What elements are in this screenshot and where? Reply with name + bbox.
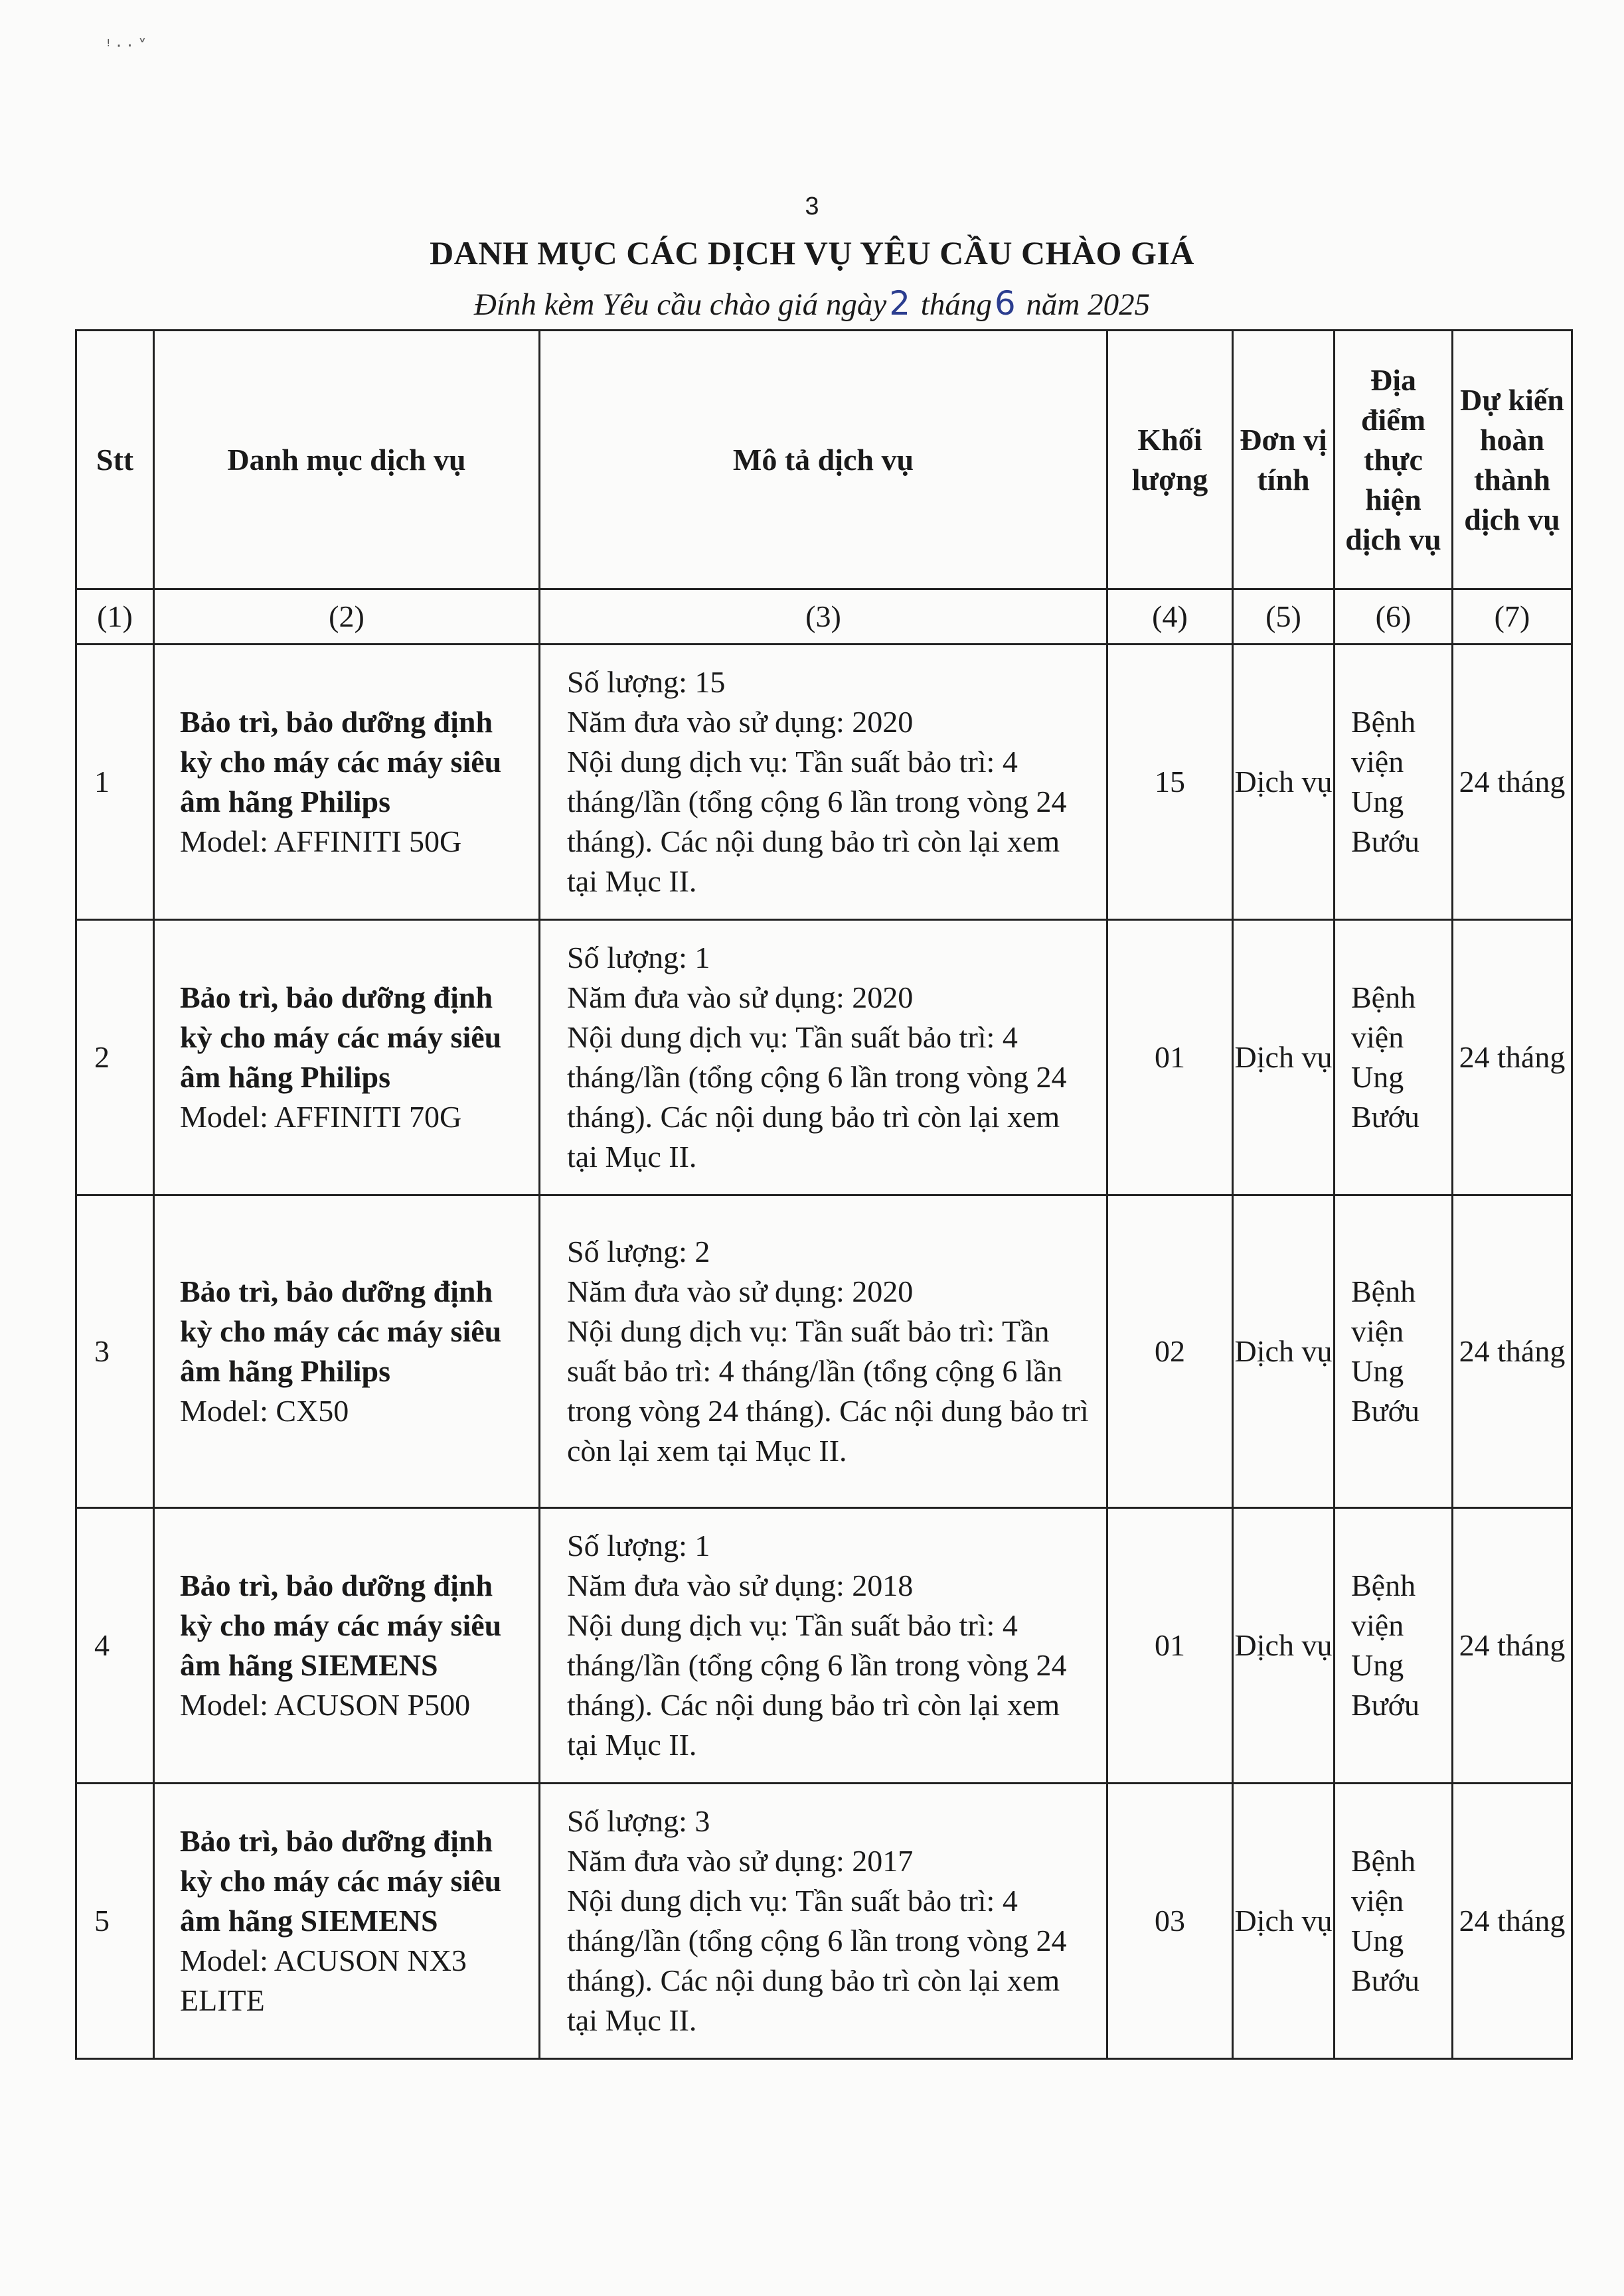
column-number-row <box>76 589 1572 645</box>
column-number: (6) <box>1335 589 1453 645</box>
desc-line: Năm đưa vào sử dụng: 2020 <box>567 1274 914 1308</box>
document-title: DANH MỤC CÁC DỊCH VỤ YÊU CẦU CHÀO GIÁ <box>430 234 1194 271</box>
row-stt: 4 <box>76 1508 154 1784</box>
desc-line: Số lượng: 2 <box>567 1235 710 1268</box>
subtitle-year: năm 2025 <box>1026 287 1151 322</box>
row-unit: Dịch vụ <box>1233 645 1335 920</box>
row-stt: 3 <box>76 1195 154 1508</box>
header-unit: Đơn vị tính <box>1233 331 1335 589</box>
desc-line: Nội dung dịch vụ: Tần suất bảo trì: 4 tháng/lần (tổng cộng 6 lần trong vòng 24 tháng). Các nội dung bảo trì còn lại xem tại Mục II. <box>567 1020 1067 1174</box>
service-title: Bảo trì, bảo dưỡng định kỳ cho máy các máy siêu âm hãng Philips <box>180 1274 502 1388</box>
page-number: 3 <box>805 192 819 220</box>
service-model: Model: CX50 <box>180 1394 349 1428</box>
row-description <box>540 1508 1107 1784</box>
desc-line: Nội dung dịch vụ: Tần suất bảo trì: 4 tháng/lần (tổng cộng 6 lần trong vòng 24 tháng). Các nội dung bảo trì còn lại xem tại Mục II. <box>567 1884 1067 2037</box>
row-service-name <box>154 920 540 1195</box>
document-subtitle <box>0 284 1624 323</box>
row-unit: Dịch vụ <box>1233 920 1335 1195</box>
header-description: Mô tả dịch vụ <box>540 331 1107 589</box>
header-service-name: Danh mục dịch vụ <box>154 331 540 589</box>
row-quantity: 02 <box>1107 1195 1233 1508</box>
row-location: Bệnh viện Ung Bướu <box>1335 645 1453 920</box>
desc-line: Số lượng: 3 <box>567 1804 710 1838</box>
table-row <box>76 920 1572 1195</box>
row-service-name <box>154 1195 540 1508</box>
header-location: Địa điểm thực hiện dịch vụ <box>1335 331 1453 589</box>
table-row <box>76 645 1572 920</box>
row-completion: 24 tháng <box>1453 1195 1572 1508</box>
desc-line: Nội dung dịch vụ: Tần suất bảo trì: Tần suất bảo trì: 4 tháng/lần (tổng cộng 6 lần trong vòng 24 tháng). Các nội dung bảo trì còn lại xem tại Mục II. <box>567 1314 1089 1468</box>
header-completion: Dự kiến hoàn thành dịch vụ <box>1453 331 1572 589</box>
desc-line: Số lượng: 1 <box>567 941 710 974</box>
column-number: (7) <box>1453 589 1572 645</box>
service-model: Model: AFFINITI 70G <box>180 1100 462 1134</box>
service-title: Bảo trì, bảo dưỡng định kỳ cho máy các máy siêu âm hãng Philips <box>180 705 502 818</box>
subtitle-month-label: tháng <box>920 287 992 322</box>
column-number: (3) <box>540 589 1107 645</box>
services-table <box>75 329 1573 2060</box>
service-model: Model: ACUSON NX3 ELITE <box>180 1944 467 2017</box>
scan-artifact-mark: ꜝ · ‧ ˅ <box>106 37 147 56</box>
row-completion: 24 tháng <box>1453 920 1572 1195</box>
service-title: Bảo trì, bảo dưỡng định kỳ cho máy các máy siêu âm hãng Philips <box>180 980 502 1094</box>
column-number: (2) <box>154 589 540 645</box>
row-description <box>540 1784 1107 2059</box>
service-model: Model: ACUSON P500 <box>180 1688 471 1722</box>
row-stt: 5 <box>76 1784 154 2059</box>
desc-line: Năm đưa vào sử dụng: 2020 <box>567 980 914 1014</box>
row-stt: 2 <box>76 920 154 1195</box>
column-number: (4) <box>1107 589 1233 645</box>
desc-line: Năm đưa vào sử dụng: 2018 <box>567 1569 914 1602</box>
service-title: Bảo trì, bảo dưỡng định kỳ cho máy các máy siêu âm hãng SIEMENS <box>180 1569 502 1682</box>
row-service-name <box>154 1784 540 2059</box>
row-completion: 24 tháng <box>1453 1508 1572 1784</box>
header-stt: Stt <box>76 331 154 589</box>
row-quantity: 15 <box>1107 645 1233 920</box>
service-model: Model: AFFINITI 50G <box>180 824 462 858</box>
row-location: Bệnh viện Ung Bướu <box>1335 920 1453 1195</box>
row-location: Bệnh viện Ung Bướu <box>1335 1784 1453 2059</box>
table-row <box>76 1195 1572 1508</box>
table-row <box>76 1508 1572 1784</box>
desc-line: Số lượng: 1 <box>567 1529 710 1563</box>
row-service-name <box>154 645 540 920</box>
row-unit: Dịch vụ <box>1233 1195 1335 1508</box>
handwritten-day: 2 <box>889 284 911 323</box>
desc-line: Nội dung dịch vụ: Tần suất bảo trì: 4 tháng/lần (tổng cộng 6 lần trong vòng 24 tháng). Các nội dung bảo trì còn lại xem tại Mục II. <box>567 745 1067 898</box>
row-location: Bệnh viện Ung Bướu <box>1335 1195 1453 1508</box>
desc-line: Số lượng: 15 <box>567 665 726 699</box>
row-quantity: 01 <box>1107 1508 1233 1784</box>
column-number: (1) <box>76 589 154 645</box>
row-quantity: 03 <box>1107 1784 1233 2059</box>
subtitle-prefix: Đính kèm Yêu cầu chào giá ngày <box>473 287 887 322</box>
row-stt: 1 <box>76 645 154 920</box>
row-service-name <box>154 1508 540 1784</box>
row-quantity: 01 <box>1107 920 1233 1195</box>
row-description <box>540 645 1107 920</box>
column-number: (5) <box>1233 589 1335 645</box>
desc-line: Năm đưa vào sử dụng: 2020 <box>567 705 914 739</box>
row-completion: 24 tháng <box>1453 645 1572 920</box>
row-description <box>540 1195 1107 1508</box>
row-location: Bệnh viện Ung Bướu <box>1335 1508 1453 1784</box>
desc-line: Năm đưa vào sử dụng: 2017 <box>567 1844 914 1878</box>
desc-line: Nội dung dịch vụ: Tần suất bảo trì: 4 tháng/lần (tổng cộng 6 lần trong vòng 24 tháng). Các nội dung bảo trì còn lại xem tại Mục II. <box>567 1608 1067 1762</box>
service-title: Bảo trì, bảo dưỡng định kỳ cho máy các máy siêu âm hãng SIEMENS <box>180 1824 502 1938</box>
row-description <box>540 920 1107 1195</box>
row-unit: Dịch vụ <box>1233 1784 1335 2059</box>
handwritten-month: 6 <box>994 284 1016 323</box>
header-quantity: Khối lượng <box>1107 331 1233 589</box>
row-completion: 24 tháng <box>1453 1784 1572 2059</box>
table-row <box>76 1784 1572 2059</box>
row-unit: Dịch vụ <box>1233 1508 1335 1784</box>
table-header-row <box>76 331 1572 589</box>
